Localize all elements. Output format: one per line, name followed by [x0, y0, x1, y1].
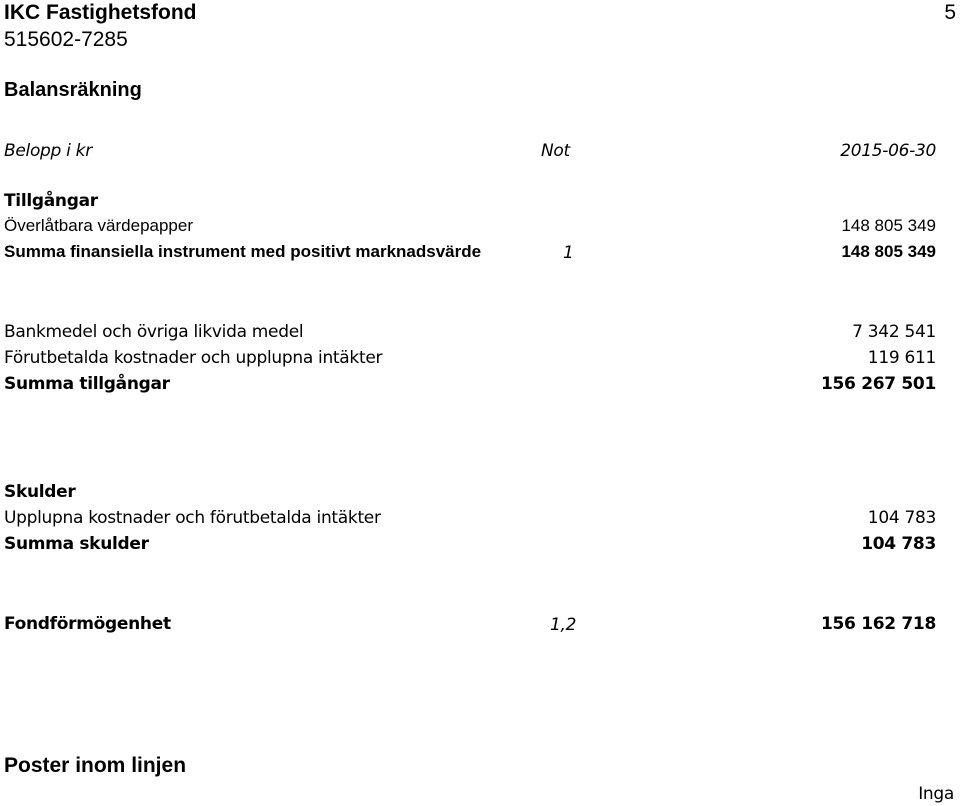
- sum-financial-instruments-value: 148 805 349: [841, 242, 936, 261]
- sum-assets-label: Summa tillgångar: [4, 374, 170, 394]
- bank-value: 7 342 541: [852, 322, 936, 342]
- column-label-heading: Belopp i kr: [4, 141, 92, 161]
- fund-assets-note: 1,2: [550, 615, 577, 635]
- sum-financial-instruments-note: 1: [563, 243, 574, 263]
- fund-assets-value: 156 162 718: [821, 614, 936, 634]
- assets-heading: Tillgångar: [4, 191, 98, 211]
- accrued-label: Upplupna kostnader och förutbetalda intäkter: [4, 508, 381, 528]
- accrued-value: 104 783: [867, 508, 936, 528]
- liabilities-heading: Skulder: [4, 482, 76, 502]
- fund-assets-label: Fondförmögenhet: [4, 614, 171, 634]
- bank-label: Bankmedel och övriga likvida medel: [4, 322, 304, 342]
- column-note-heading: Not: [541, 141, 570, 161]
- transferable-securities-label: Överlåtbara värdepapper: [4, 216, 194, 235]
- page-title: Balansräkning: [4, 79, 142, 101]
- column-date-heading: 2015-06-30: [840, 141, 936, 161]
- fund-name: IKC Fastighetsfond: [4, 1, 197, 24]
- sum-liabilities-value: 104 783: [861, 534, 936, 554]
- off-balance-heading: Poster inom linjen: [4, 754, 187, 777]
- sum-assets-value: 156 267 501: [821, 374, 936, 394]
- off-balance-value: Inga: [918, 784, 954, 804]
- prepaid-value: 119 611: [867, 348, 936, 368]
- prepaid-label: Förutbetalda kostnader och upplupna intäkter: [4, 348, 383, 368]
- transferable-securities-value: 148 805 349: [841, 216, 936, 235]
- sum-financial-instruments-label: Summa finansiella instrument med positivt marknadsvärde: [4, 242, 482, 261]
- page-number: 5: [944, 1, 956, 24]
- sum-liabilities-label: Summa skulder: [4, 534, 149, 554]
- org-number: 515602-7285: [4, 28, 128, 51]
